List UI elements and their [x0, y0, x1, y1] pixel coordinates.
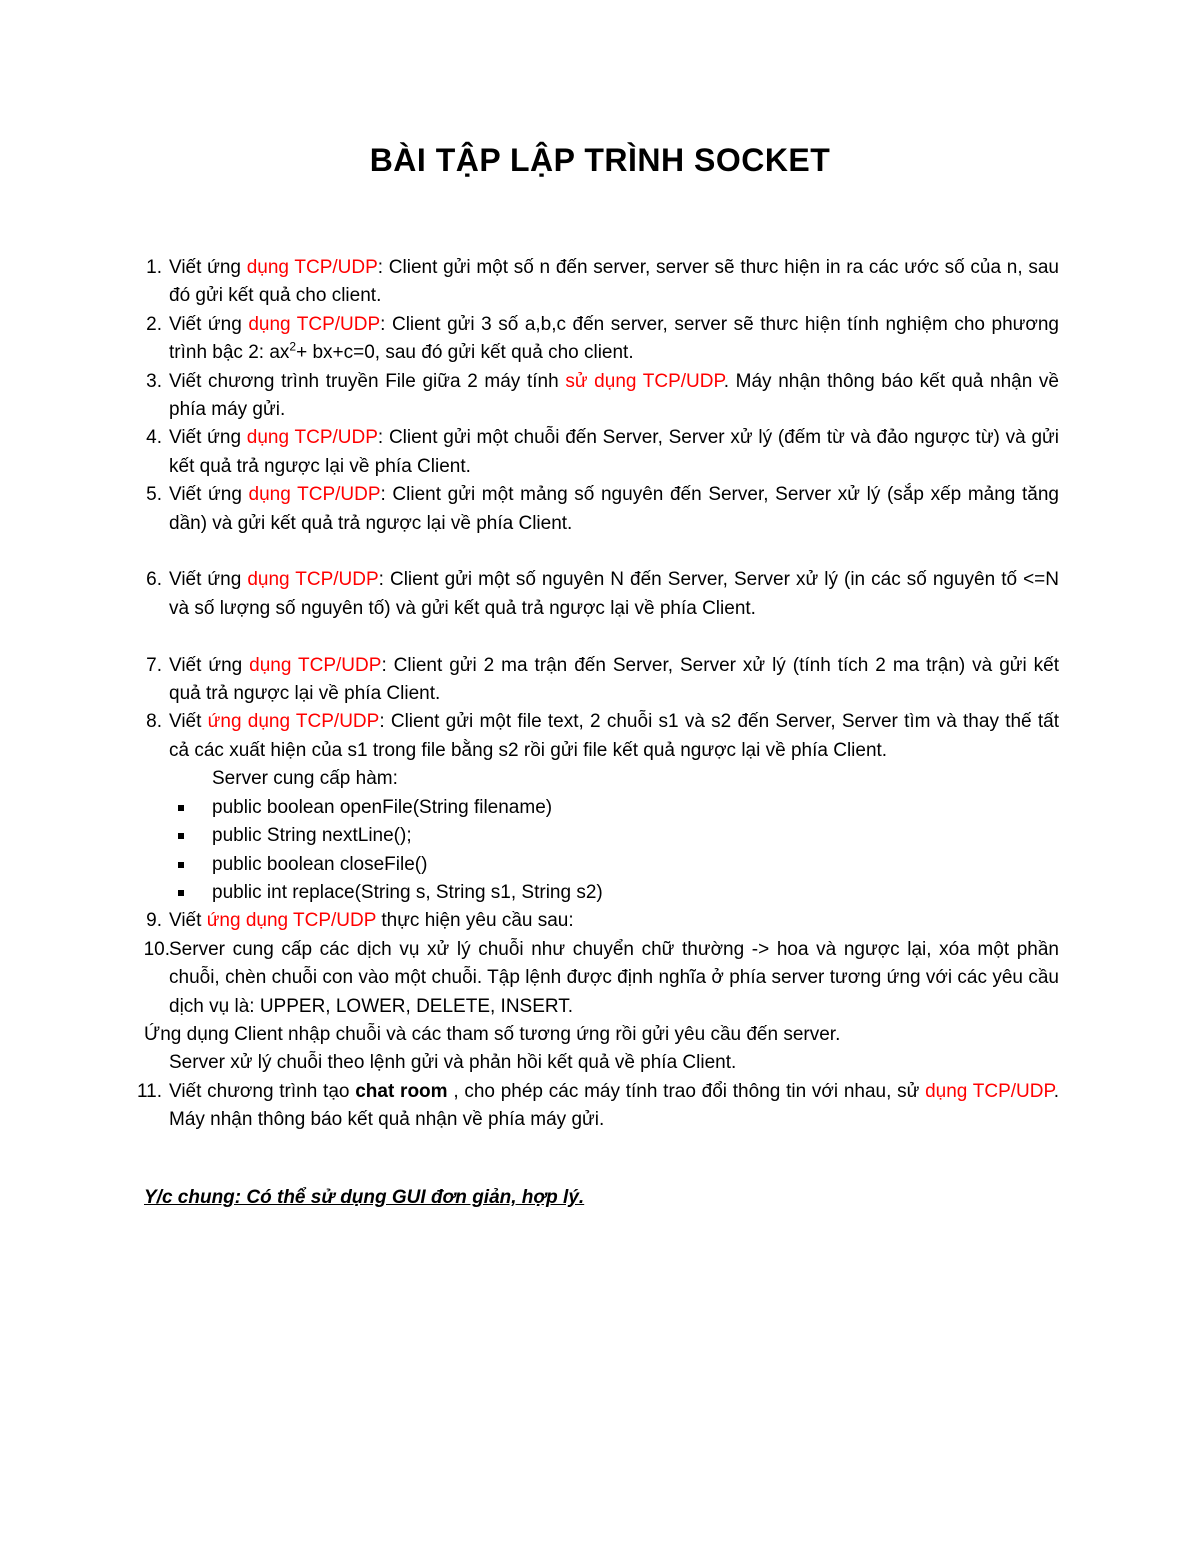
list-item [0, 368, 1059, 425]
list-item [0, 481, 1059, 538]
paragraph-continuation: Server xử lý chuỗi theo lệnh gửi và phản hồi kết quả về phía Client. [169, 1052, 737, 1074]
item-number: 3. [146, 370, 162, 392]
item-text: : Client gửi 2 ma trận đến Server, Server xử lý (tính tích 2 ma trận) và gửi kết quả trả ngược lại về phía Client. [169, 654, 1059, 705]
item-bold: chat room [355, 1080, 448, 1102]
general-requirement-note: Y/c chung: Có thể sử dụng GUI đơn giản, hợp lý. [144, 1187, 585, 1208]
bullet-item [0, 822, 1200, 850]
item-text: + bx+c=0, sau đó gửi kết quả cho client. [296, 342, 634, 364]
item-number: 2. [146, 313, 162, 335]
item-text: : Client gửi một số n đến server, server sẽ thưc hiện in ra các ước số của n, sau đó gửi kết quả cho client. [169, 257, 1059, 307]
square-bullet-icon [178, 833, 184, 839]
list-item [0, 652, 1059, 709]
bullet-item [0, 851, 1200, 879]
item-text: Server cung cấp các dịch vụ xử lý chuỗi như chuyển chữ thường -> hoa và ngược lại, xóa một phần chuỗi, chèn chuỗi con vào một chuỗi. Tập lệnh được định nghĩa ở phía server tương ứng với các yêu cầu dịch vụ là: UPPER, LOWER, DELETE, INSERT. [169, 938, 1059, 1017]
sub-label: Server cung cấp hàm: [212, 768, 398, 790]
item-highlight: sử dụng TCP/UDP [565, 370, 724, 392]
item-text: Viết chương trình truyền File giữa 2 máy tính [169, 370, 566, 392]
list-item [0, 907, 1059, 935]
item-text: Viết [169, 711, 208, 733]
item-text: Viết ứng [169, 569, 248, 591]
exercise-list [0, 254, 1200, 1135]
bullet-text: public String nextLine(); [212, 825, 412, 847]
superscript: 2 [289, 339, 297, 354]
list-item [0, 1078, 1059, 1135]
list-item [0, 566, 1059, 623]
item-highlight: dụng TCP/UDP [925, 1080, 1054, 1102]
square-bullet-icon [178, 890, 184, 896]
bullet-item [0, 794, 1200, 822]
item-highlight: dụng TCP/UDP [246, 257, 378, 278]
item-text: : Client gửi một mảng số nguyên đến Server, Server xử lý (sắp xếp mảng tăng dần) và gửi kết quả trả ngược lại về phía Client. [169, 484, 1060, 534]
item-text: , cho phép các máy tính trao đổi thông tin với nhau, sử [447, 1080, 926, 1102]
item-highlight: dụng TCP/UDP [246, 427, 378, 449]
spacer [0, 538, 1200, 566]
item-text: . Máy nhận thông báo kết quả nhận về phía máy gửi. [169, 370, 1059, 421]
item-number: 9. [146, 910, 162, 932]
item-number: 11. [136, 1080, 162, 1102]
square-bullet-icon [178, 862, 184, 868]
bullet-item [0, 879, 1200, 907]
spacer [0, 623, 1200, 651]
item-highlight: dụng TCP/UDP [247, 569, 379, 591]
item-text: Viết ứng [169, 427, 247, 449]
list-item [0, 254, 1059, 311]
item-number: 8. [146, 711, 162, 733]
item-text: Viết [169, 910, 207, 932]
item-text: : Client gửi một số nguyên N đến Server, Server xử lý (in các số nguyên tố <=N và số lượng số nguyên tố) và gửi kết quả trả ngược lại về phía Client. [169, 569, 1059, 619]
item-highlight: ứng dụng TCP/UDP [206, 910, 377, 932]
paragraph [0, 1021, 1022, 1078]
item-number: 5. [146, 484, 162, 506]
item-text: : Client gửi 3 số a,b,c đến server, server sẽ thưc hiện tính nghiệm cho phương trình bậc 2: ax [169, 313, 1059, 364]
list-item [0, 311, 1059, 368]
item-highlight: dụng TCP/UDP [248, 313, 381, 335]
list-item [0, 424, 1059, 481]
item-text: Viết ứng [169, 313, 249, 335]
item-number: 7. [146, 654, 162, 676]
item-highlight: ứng dụng TCP/UDP [207, 711, 380, 733]
page-title: BÀI TẬP LẬP TRÌNH SOCKET [369, 142, 831, 178]
bullet-text: public boolean closeFile() [212, 853, 428, 875]
item-highlight: dụng TCP/UDP [249, 654, 382, 676]
item-number: 1. [146, 257, 162, 278]
item-number: 10. [143, 938, 170, 960]
item-text: Viết ứng [169, 654, 250, 676]
item-text: : Client gửi một chuỗi đến Server, Server xử lý (đếm từ và đảo ngược từ) và gửi kết quả trả ngược lại về phía Client. [169, 427, 1059, 477]
list-item [0, 708, 1059, 765]
bullet-text: public boolean openFile(String filename) [212, 796, 553, 818]
item-text: Viết ứng [169, 484, 249, 506]
item-text: thực hiện yêu cầu sau: [376, 910, 574, 932]
item-text: . Máy nhận thông báo kết quả nhận về phía máy gửi. [169, 1080, 1059, 1131]
item-text: : Client gửi một file text, 2 chuỗi s1 và s2 đến Server, Server tìm và thay thế tất cả các xuất hiện của s1 trong file bằng s2 rồi gửi file kết quả ngược lại về phía Client. [169, 711, 1059, 761]
item-text: Viết ứng [169, 257, 247, 278]
item-highlight: dụng TCP/UDP [248, 484, 381, 506]
paragraph-first-line: Ứng dụng Client nhập chuỗi và các tham số tương ứng rồi gửi yêu cầu đến server. [144, 1023, 841, 1045]
item-text: Viết chương trình tạo [169, 1080, 356, 1102]
item-number: 6. [146, 569, 162, 591]
bullet-text: public int replace(String s, String s1, String s2) [212, 881, 603, 903]
list-item [0, 936, 1059, 1021]
item-number: 4. [146, 427, 162, 449]
square-bullet-icon [178, 805, 184, 811]
